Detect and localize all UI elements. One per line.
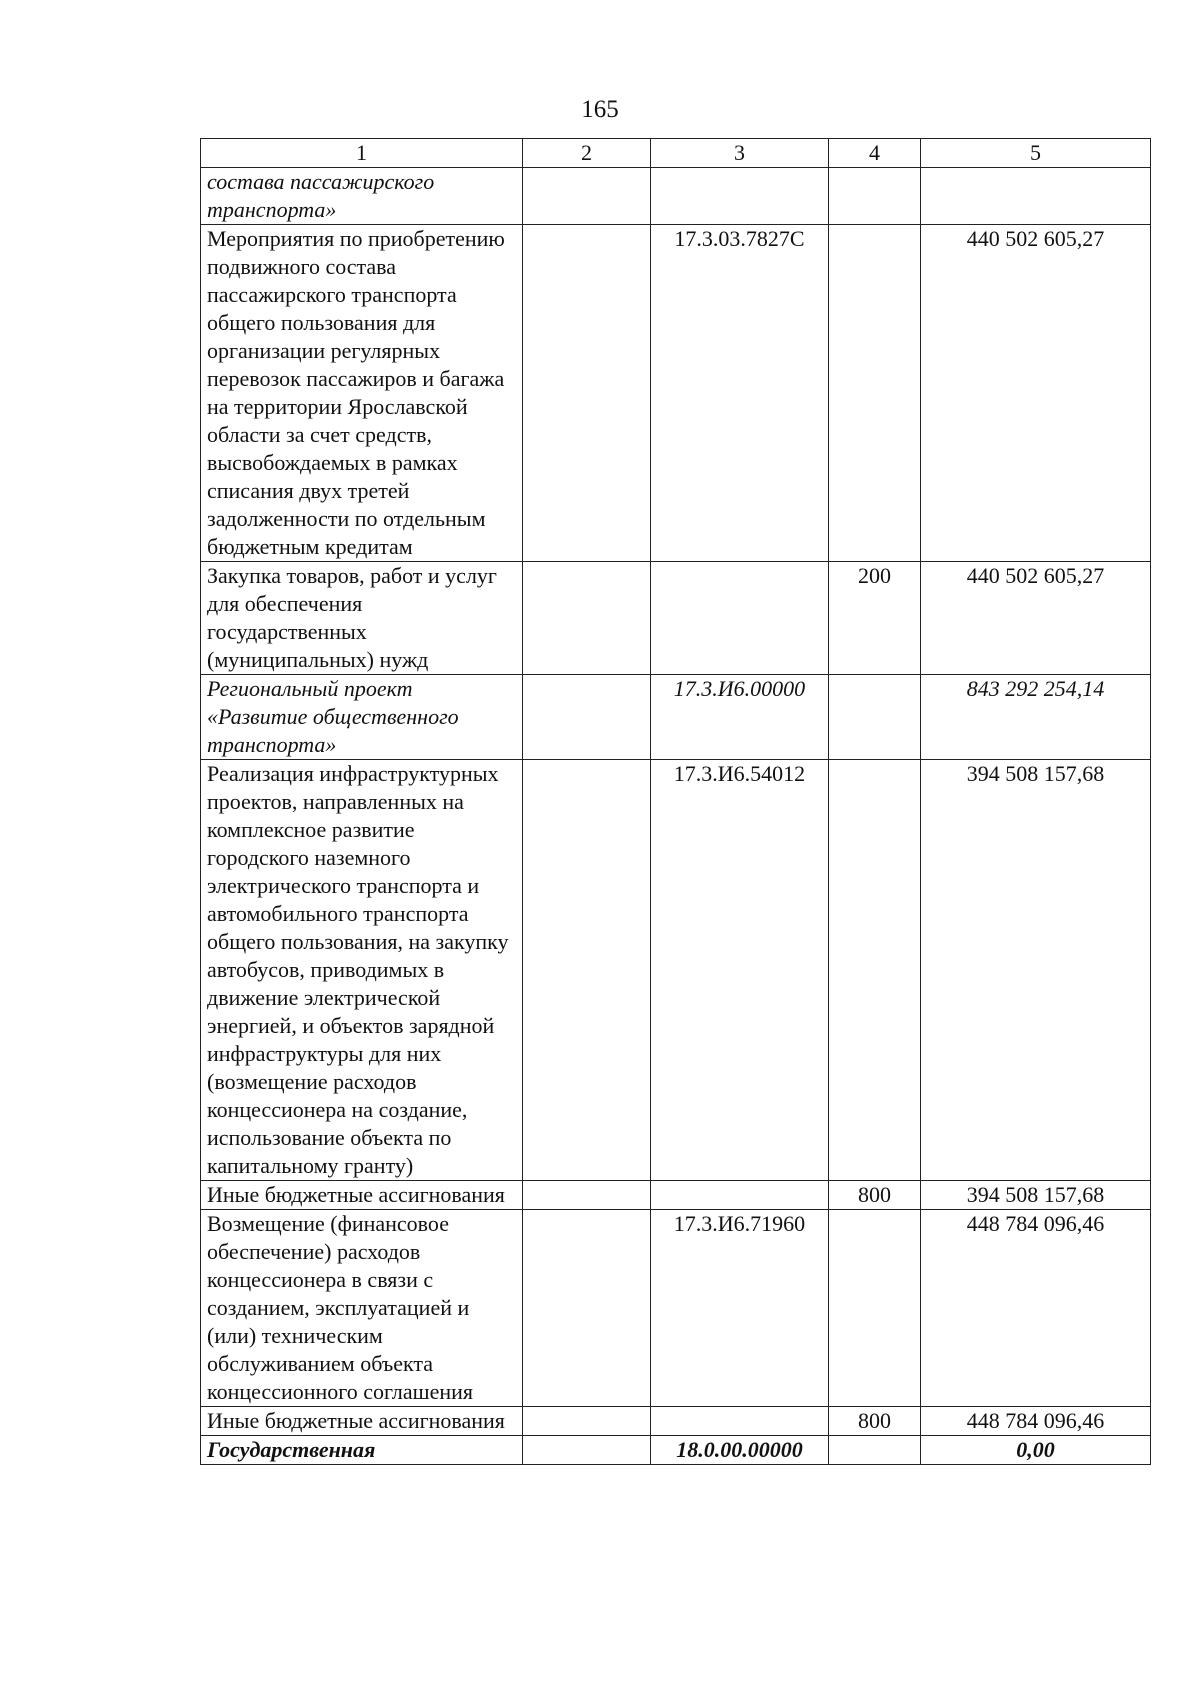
row-expense-type: 800: [829, 1407, 921, 1436]
row-expense-type: 800: [829, 1181, 921, 1210]
row-name: состава пассажирского транспорта»: [201, 168, 523, 225]
row-col2: [523, 760, 651, 1181]
row-col2: [523, 562, 651, 675]
row-col2: [523, 1407, 651, 1436]
row-name: Иные бюджетные ассигнования: [201, 1407, 523, 1436]
column-number-3: 3: [651, 139, 829, 168]
row-amount: 448 784 096,46: [921, 1210, 1151, 1407]
row-amount: 394 508 157,68: [921, 760, 1151, 1181]
row-expense-type: 200: [829, 562, 921, 675]
row-amount: 843 292 254,14: [921, 675, 1151, 760]
row-code: 18.0.00.00000: [651, 1436, 829, 1465]
row-name: Мероприятия по приобретению подвижного состава пассажирского транспорта общего пользования для организации регулярных перевозок пассажиров и багажа на территории Ярославской области за счет средств, высвобождаемых в рамках списания двух третей задолженности по отдельным бюджетным кредитам: [201, 225, 523, 562]
row-name: Региональный проект «Развитие общественного транспорта»: [201, 675, 523, 760]
row-col2: [523, 1436, 651, 1465]
row-expense-type: [829, 168, 921, 225]
column-number-5: 5: [921, 139, 1151, 168]
row-expense-type: [829, 675, 921, 760]
column-number-2: 2: [523, 139, 651, 168]
row-code: [651, 1181, 829, 1210]
row-col2: [523, 1181, 651, 1210]
table-row: [201, 1436, 1151, 1465]
table-row: [201, 675, 1151, 760]
row-col2: [523, 675, 651, 760]
table-row: [201, 225, 1151, 562]
table-header-row: [201, 139, 1151, 168]
row-col2: [523, 1210, 651, 1407]
budget-table: [200, 138, 1151, 1465]
row-code: [651, 1407, 829, 1436]
row-expense-type: [829, 1210, 921, 1407]
row-code: [651, 168, 829, 225]
table-row: [201, 1407, 1151, 1436]
row-code: 17.3.03.7827С: [651, 225, 829, 562]
row-amount: 440 502 605,27: [921, 562, 1151, 675]
row-code: [651, 562, 829, 675]
row-col2: [523, 168, 651, 225]
row-name: Иные бюджетные ассигнования: [201, 1181, 523, 1210]
table-row: [201, 1181, 1151, 1210]
row-expense-type: [829, 760, 921, 1181]
table-row: [201, 562, 1151, 675]
row-amount: 440 502 605,27: [921, 225, 1151, 562]
table-row: [201, 760, 1151, 1181]
row-col2: [523, 225, 651, 562]
table-row: [201, 1210, 1151, 1407]
column-number-4: 4: [829, 139, 921, 168]
row-name: Возмещение (финансовое обеспечение) расходов концессионера в связи с созданием, эксплуатацией и (или) техническим обслуживанием объекта концессионного соглашения: [201, 1210, 523, 1407]
row-name: Закупка товаров, работ и услуг для обеспечения государственных (муниципальных) нужд: [201, 562, 523, 675]
table-row: [201, 168, 1151, 225]
column-number-1: 1: [201, 139, 523, 168]
row-expense-type: [829, 1436, 921, 1465]
row-amount: 448 784 096,46: [921, 1407, 1151, 1436]
row-amount: 394 508 157,68: [921, 1181, 1151, 1210]
row-code: 17.3.И6.54012: [651, 760, 829, 1181]
row-amount: [921, 168, 1151, 225]
row-name: Государственная: [201, 1436, 523, 1465]
row-expense-type: [829, 225, 921, 562]
row-amount: 0,00: [921, 1436, 1151, 1465]
row-code: 17.3.И6.71960: [651, 1210, 829, 1407]
row-name: Реализация инфраструктурных проектов, направленных на комплексное развитие городского наземного электрического транспорта и автомобильного транспорта общего пользования, на закупку автобусов, приводимых в движение электрической энергией, и объектов зарядной инфраструктуры для них (возмещение расходов концессионера на создание, использование объекта по капитальному гранту): [201, 760, 523, 1181]
page-number: 165: [581, 96, 619, 123]
row-code: 17.3.И6.00000: [651, 675, 829, 760]
